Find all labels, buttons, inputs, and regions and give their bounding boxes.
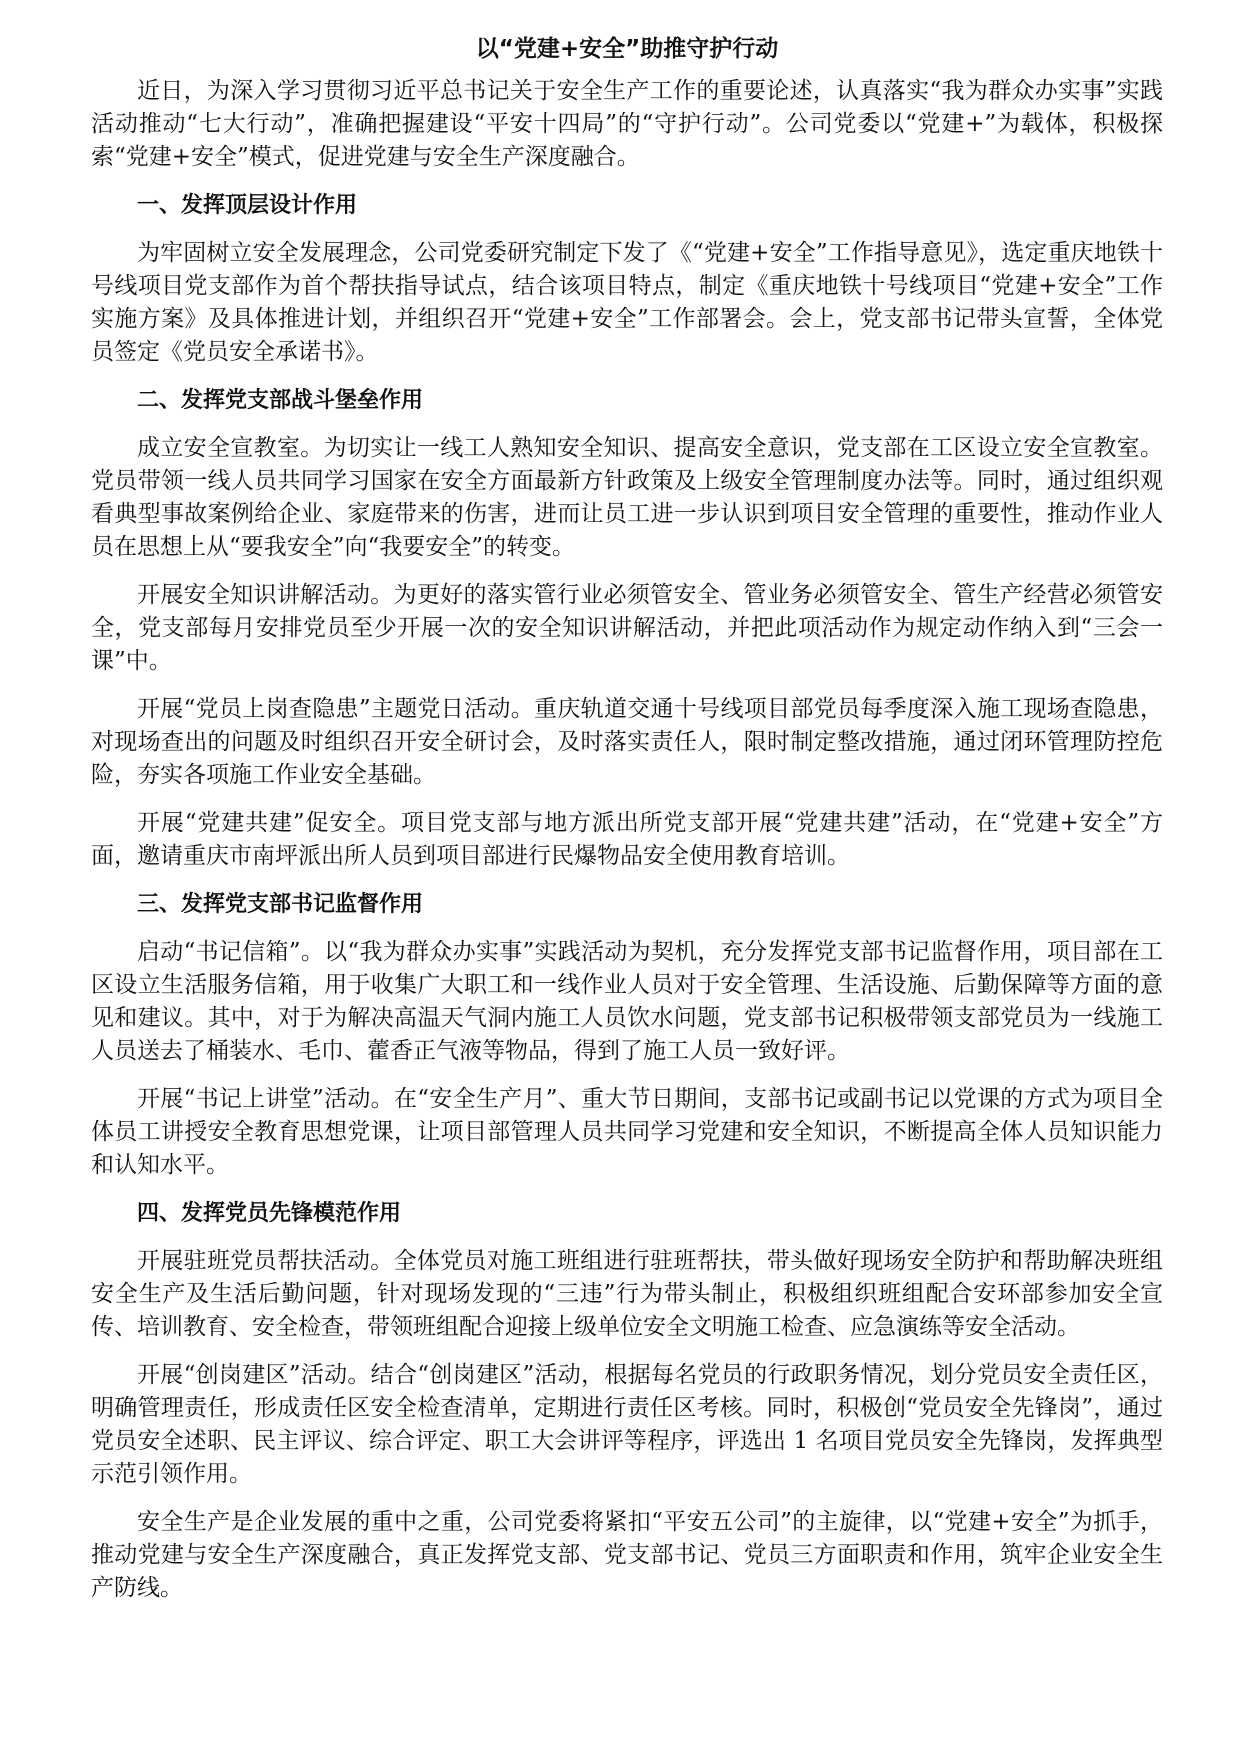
section-heading-1: 一、发挥顶层设计作用	[137, 193, 358, 218]
section-2-paragraph-1: 成立安全宣教室。为切实让一线工人熟知安全知识、提高安全意识，党支部在工区设立安全宣教室。党员带领一线人员共同学习国家在安全方面最新方针政策及上级安全管理制度办法等。同时，通过组织观看典型事故案例给企业、家庭带来的伤害，进而让员工进一步认识到项目安全管理的重要性，推动作业人员在思想上从“要我安全”向“我要安全”的转变。	[91, 435, 1163, 560]
section-heading-4: 四、发挥党员先锋模范作用	[137, 1201, 402, 1226]
intro-paragraph: 近日，为深入学习贯彻习近平总书记关于安全生产工作的重要论述，认真落实“我为群众办实事”实践活动推动“七大行动”，准确把握建设“平安十四局”的“守护行动”。公司党委以“党建+”为载体，积极探索“党建+安全”模式，促进党建与安全生产深度融合。	[91, 78, 1163, 170]
section-heading-3: 三、发挥党支部书记监督作用	[137, 892, 424, 917]
section-4-paragraph-1: 开展驻班党员帮扶活动。全体党员对施工班组进行驻班帮扶，带头做好现场安全防护和帮助解决班组安全生产及生活后勤问题，针对现场发现的“三违”行为带头制止，积极组织班组配合安环部参加安全宣传、培训教育、安全检查，带领班组配合迎接上级单位安全文明施工检查、应急演练等安全活动。	[91, 1248, 1163, 1340]
section-2-paragraph-3: 开展“党员上岗查隐患”主题党日活动。重庆轨道交通十号线项目部党员每季度深入施工现场查隐患，对现场查出的问题及时组织召开安全研讨会，及时落实责任人，限时制定整改措施，通过闭环管理防控危险，夯实各项施工作业安全基础。	[91, 696, 1163, 788]
closing-paragraph: 安全生产是企业发展的重中之重，公司党委将紧扣“平安五公司”的主旋律，以“党建+安全”为抓手，推动党建与安全生产深度融合，真正发挥党支部、党支部书记、党员三方面职责和作用，筑牢企业安全生产防线。	[91, 1509, 1163, 1601]
section-1-paragraph: 为牢固树立安全发展理念，公司党委研究制定下发了《“党建+安全”工作指导意见》，选定重庆地铁十号线项目党支部作为首个帮扶指导试点，结合该项目特点，制定《重庆地铁十号线项目“党建+安全”工作实施方案》及具体推进计划，并组织召开“党建+安全”工作部署会。会上，党支部书记带头宣誓，全体党员签定《党员安全承诺书》。	[91, 240, 1163, 365]
section-3-paragraph-2: 开展“书记上讲堂”活动。在“安全生产月”、重大节日期间，支部书记或副书记以党课的方式为项目全体员工讲授安全教育思想党课，让项目部管理人员共同学习党建和安全知识，不断提高全体人员知识能力和认知水平。	[91, 1086, 1163, 1178]
section-4-paragraph-2: 开展“创岗建区”活动。结合“创岗建区”活动，根据每名党员的行政职务情况，划分党员安全责任区，明确管理责任，形成责任区安全检查清单，定期进行责任区考核。同时，积极创“党员安全先锋岗”，通过党员安全述职、民主评议、综合评定、职工大会讲评等程序，评选出 1 名项目党员安全先锋岗，发挥典型示范引领作用。	[91, 1362, 1163, 1487]
section-heading-2: 二、发挥党支部战斗堡垒作用	[137, 388, 424, 413]
section-2-paragraph-4: 开展“党建共建”促安全。项目党支部与地方派出所党支部开展“党建共建”活动，在“党建+安全”方面，邀请重庆市南坪派出所人员到项目部进行民爆物品安全使用教育培训。	[91, 810, 1163, 869]
document-title: 以“党建+安全”助推守护行动	[475, 36, 779, 62]
section-2-paragraph-2: 开展安全知识讲解活动。为更好的落实管行业必须管安全、管业务必须管安全、管生产经营必须管安全，党支部每月安排党员至少开展一次的安全知识讲解活动，并把此项活动作为规定动作纳入到“三会一课”中。	[91, 582, 1163, 674]
document-page	[91, 32, 1163, 1620]
section-3-paragraph-1: 启动“书记信箱”。以“我为群众办实事”实践活动为契机，充分发挥党支部书记监督作用，项目部在工区设立生活服务信箱，用于收集广大职工和一线作业人员对于安全管理、生活设施、后勤保障等方面的意见和建议。其中，对于为解决高温天气洞内施工人员饮水问题，党支部书记积极带领支部党员为一线施工人员送去了桶装水、毛巾、藿香正气液等物品，得到了施工人员一致好评。	[91, 939, 1163, 1064]
